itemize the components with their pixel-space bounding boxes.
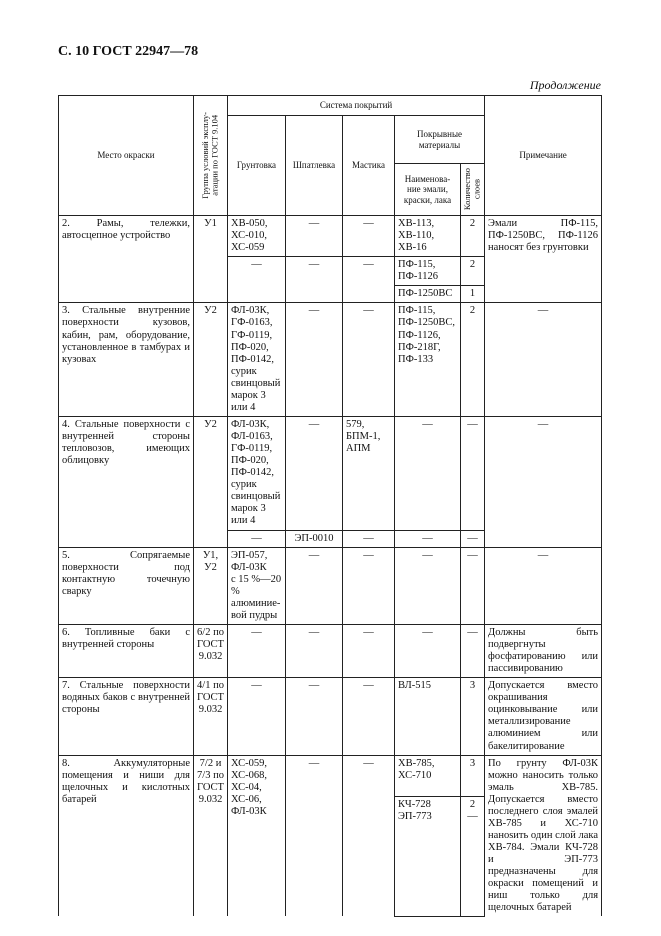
row-note: — <box>485 303 602 417</box>
continuation-label: Продолжение <box>529 78 601 92</box>
row-mastic: — <box>343 678 395 755</box>
table-row <box>59 416 602 530</box>
row-group: У1 <box>194 216 228 303</box>
row-group: У2 <box>194 303 228 417</box>
row-coat: — <box>395 547 461 624</box>
table-row <box>59 755 602 796</box>
row-primer: — <box>228 257 286 286</box>
coating-systems-table <box>58 95 602 917</box>
row-note: Должны быть подвергнуты фосфатированию или пассивированию <box>485 624 602 677</box>
row-layers: 1 <box>461 286 485 303</box>
table-row <box>59 624 602 677</box>
row-putty: — <box>286 416 343 530</box>
row-place: 2. Рамы, тележки, автосцепное устройство <box>59 216 194 303</box>
row-mastic: — <box>343 303 395 417</box>
table-row <box>59 547 602 624</box>
header-putty: Шпатлевка <box>286 116 343 216</box>
row-note: Эмали ПФ-115, ПФ-1250ВС, ПФ-1126 наносят без грунтовки <box>485 216 602 303</box>
row-layers: 2 <box>461 257 485 286</box>
header-primer: Грунтовка <box>228 116 286 216</box>
row-primer: ЭП-057, ФЛ-03К с 15 %—20 % алюминие- вой пудры <box>228 547 286 624</box>
header-coat-layers: Количество слоев <box>461 164 485 216</box>
row-place: 6. Топливные баки с внутренней стороны <box>59 624 194 677</box>
row-layers: 3 <box>461 678 485 755</box>
header-note: Примечание <box>485 96 602 216</box>
row-place: 4. Стальные поверхности с внутренней стороны тепловозов, имеющих облицовку <box>59 416 194 547</box>
row-mastic: 579, БПМ-1, АПМ <box>343 416 395 530</box>
row-coat: ХВ-785, ХС-710 <box>395 755 461 796</box>
header-system: Система покрытий <box>228 96 485 116</box>
row-primer: ХВ-050, ХС-010, ХС-059 <box>228 216 286 257</box>
row-layers: — <box>461 530 485 547</box>
row-putty: — <box>286 303 343 417</box>
row-coat: ВЛ-515 <box>395 678 461 755</box>
page-header: С. 10 ГОСТ 22947—78 <box>58 44 199 59</box>
row-primer: — <box>228 624 286 677</box>
row-layers: 3 <box>461 755 485 796</box>
row-note: — <box>485 416 602 547</box>
row-place: 8. Аккумуляторные помещения и ниши для щелочных и кислотных батарей <box>59 755 194 916</box>
row-coat: ПФ-115, ПФ-1126 <box>395 257 461 286</box>
row-coat: ПФ-1250ВС <box>395 286 461 303</box>
row-layers: — <box>461 416 485 530</box>
row-mastic: — <box>343 755 395 916</box>
row-coat: — <box>395 530 461 547</box>
row-mastic: — <box>343 216 395 257</box>
row-note: — <box>485 547 602 624</box>
header-mastic: Мастика <box>343 116 395 216</box>
row-putty: — <box>286 257 343 286</box>
row-group: У2 <box>194 416 228 547</box>
row-primer: — <box>228 530 286 547</box>
row-putty: — <box>286 624 343 677</box>
row-coat: — <box>395 416 461 530</box>
row-primer: ФЛ-03К, ГФ-0163, ГФ-0119, ПФ-020, ПФ-0142, сурик свинцовый марок 3 или 4 <box>228 303 286 417</box>
row-putty: — <box>286 547 343 624</box>
row-primer: — <box>228 678 286 755</box>
row-putty: — <box>286 678 343 755</box>
row-note: Допускается вместо окрашивания оцинковывание или металлизирование алюминием или бакелитирование <box>485 678 602 755</box>
row-place: 5. Сопрягаемые поверхности под контактную точечную сварку <box>59 547 194 624</box>
table-row <box>59 303 602 417</box>
row-layers: — <box>461 547 485 624</box>
row-coat: — <box>395 624 461 677</box>
row-coat: ХВ-113, ХВ-110, ХВ-16 <box>395 216 461 257</box>
row-putty: ЭП-0010 <box>286 530 343 547</box>
row-group: У1, У2 <box>194 547 228 624</box>
row-group: 4/1 по ГОСТ 9.032 <box>194 678 228 755</box>
row-group: 7/2 и 7/3 по ГОСТ 9.032 <box>194 755 228 916</box>
table-row <box>59 678 602 755</box>
row-mastic: — <box>343 624 395 677</box>
header-coating: Покрывные материалы <box>395 116 485 164</box>
header-place: Место окраски <box>59 96 194 216</box>
row-place: 7. Стальные поверхности водяных баков с внутренней стороны <box>59 678 194 755</box>
row-note: По грунту ФЛ-03К можно наносить только эмаль ХВ-785. Допускается вместо последнего слоя эмалей ХВ-785 и ХС-710 нанosить один слой лака ХВ-784. Эмали КЧ-728 и ЭП-773 предназначены для окраски помещений и ниш только для щелочных батарей <box>485 755 602 916</box>
header-coat-name: Наименова- ние эмали, краски, лака <box>395 164 461 216</box>
row-layers: 2 — <box>461 796 485 916</box>
row-primer: ФЛ-03К, ФЛ-0163, ГФ-0119, ПФ-020, ПФ-0142, сурик свинцовый марок 3 или 4 <box>228 416 286 530</box>
row-layers: 2 <box>461 216 485 257</box>
row-primer: ХС-059, ХС-068, ХС-04, ХС-06, ФЛ-03К <box>228 755 286 916</box>
row-mastic: — <box>343 547 395 624</box>
table-row <box>59 216 602 257</box>
row-group: 6/2 по ГОСТ 9.032 <box>194 624 228 677</box>
row-place: 3. Стальные внутренние поверхности кузовов, кабин, рам, оборудование, установленное в тамбурах и кузовах <box>59 303 194 417</box>
row-coat: ПФ-115, ПФ-1250ВС, ПФ-1126, ПФ-218Г, ПФ-133 <box>395 303 461 417</box>
row-coat: КЧ-728 ЭП-773 <box>395 796 461 916</box>
row-mastic: — <box>343 257 395 286</box>
row-mastic: — <box>343 530 395 547</box>
row-layers: 2 <box>461 303 485 417</box>
header-group: Группа условий эксплу- атации по ГОСТ 9.104 <box>194 96 228 216</box>
row-putty: — <box>286 755 343 916</box>
row-layers: — <box>461 624 485 677</box>
row-putty: — <box>286 216 343 257</box>
